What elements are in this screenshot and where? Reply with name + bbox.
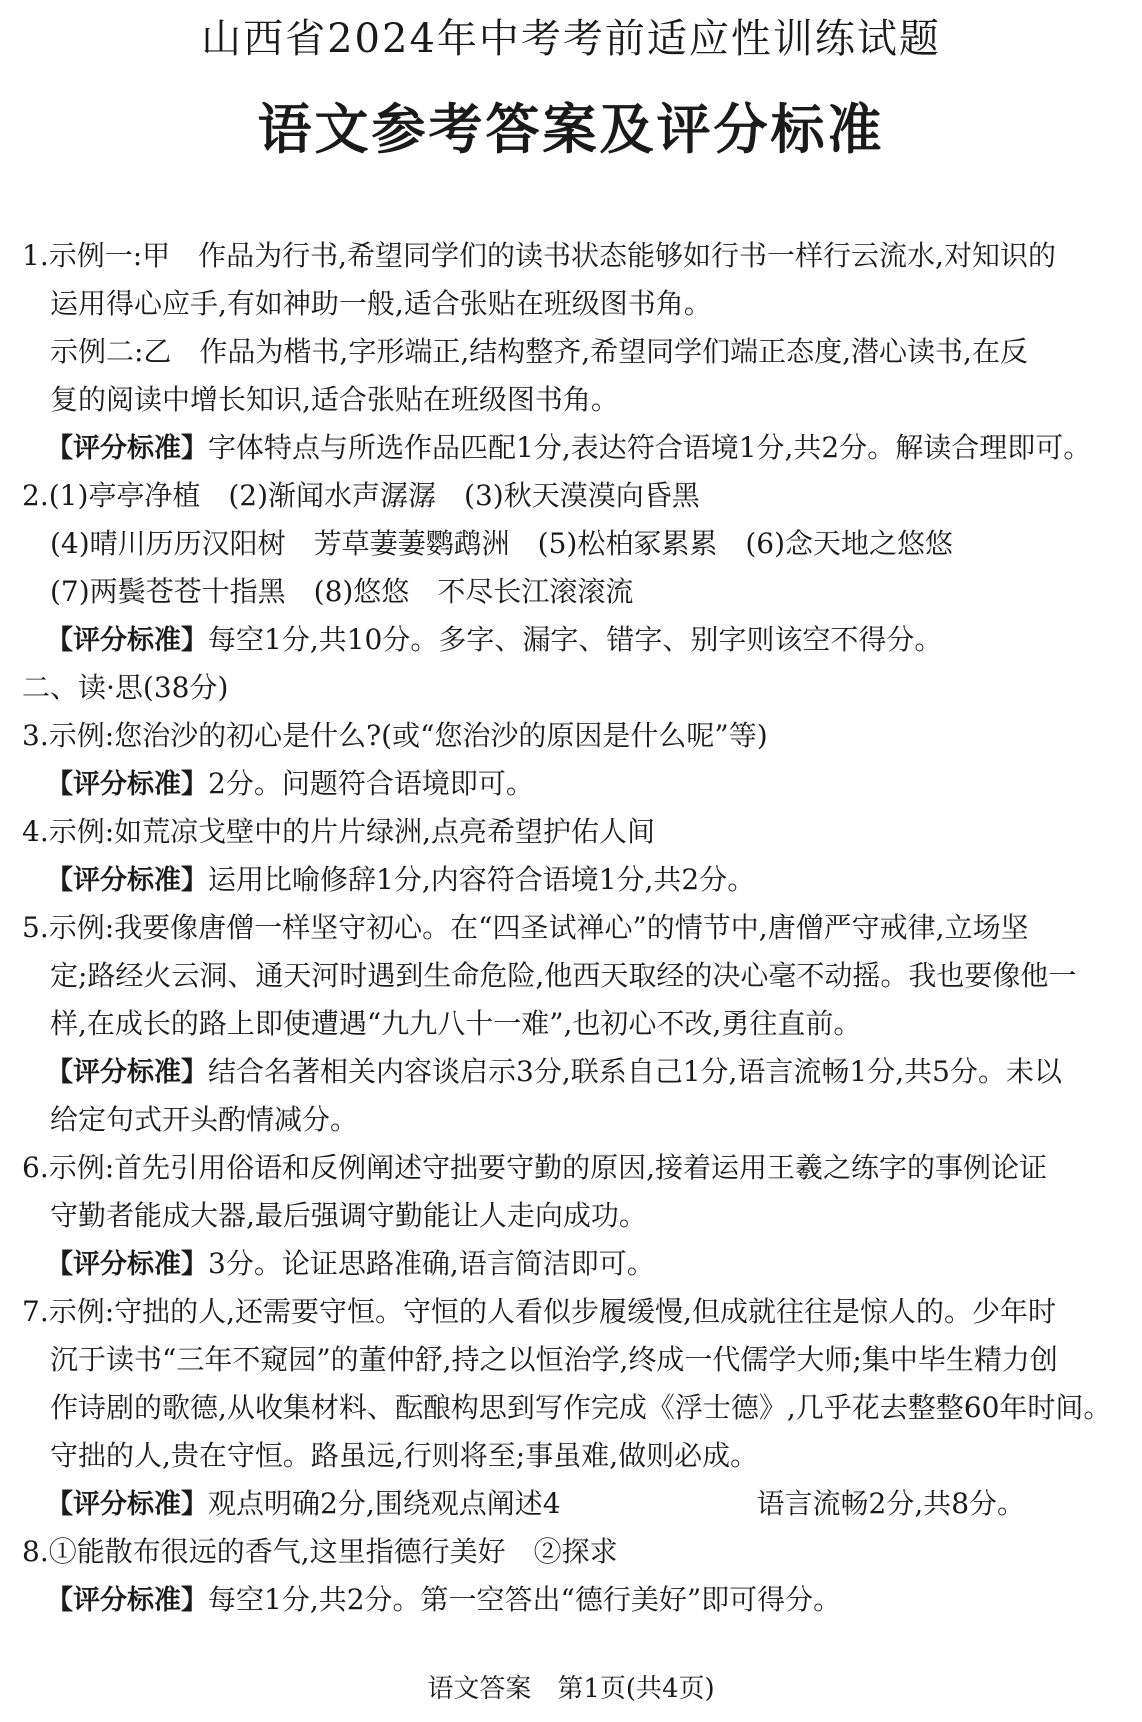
q2-line-3: (7)两鬓苍苍十指黑 (8)悠悠 不尽长江滚滚流 [50,575,634,608]
q4-scoring-text: 运用比喻修辞1分,内容符合语境1分,共2分。 [208,863,756,896]
q1-line-3: 示例二:乙 作品为楷书,字形端正,结构整齐,希望同学们端正态度,潜心读书,在反 [50,335,1028,368]
section-heading: 二、读·思(38分) [22,671,229,704]
scoring-tag: 【评分标准】 [46,865,208,896]
q2-scoring [22,616,1122,664]
q8-scoring-text: 每空1分,共2分。第一空答出“德行美好”即可得分。 [208,1583,842,1616]
q8-line-1: 8.①能散布很远的香气,这里指德行美好 ②探求 [22,1535,618,1568]
document-title: 语文参考答案及评分标准 [257,98,885,161]
q8-scoring [22,1576,1122,1624]
q1-scoring-text: 字体特点与所选作品匹配1分,表达符合语境1分,共2分。解读合理即可。 [208,431,1092,464]
q3-scoring-text: 2分。问题符合语境即可。 [208,767,534,800]
q1-scoring [22,424,1122,472]
scoring-tag: 【评分标准】 [46,1057,208,1088]
q6-scoring-text: 3分。论证思路准确,语言简洁即可。 [208,1247,655,1280]
question-1 [22,232,1122,472]
q6-line-2: 守勤者能成大器,最后强调守勤能让人走向成功。 [50,1199,647,1232]
q5-line-3: 样,在成长的路上即使遭遇“九九八十一难”,也初心不改,勇往直前。 [50,1007,862,1040]
q5-line-2: 定;路经火云洞、通天河时遇到生命危险,他西天取经的决心毫不动摇。我也要像他一 [50,959,1077,992]
q2-line-2: (4)晴川历历汉阳树 芳草萋萋鹦鹉洲 (5)松柏冢累累 (6)念天地之悠悠 [50,527,953,560]
scoring-tag: 【评分标准】 [46,625,208,656]
q5-scoring [22,1048,1122,1096]
exam-title: 山西省2024年中考考前适应性训练试题 [201,16,941,62]
q1-line-2: 运用得心应手,有如神助一般,适合张贴在班级图书角。 [50,287,712,320]
question-8 [22,1528,1122,1624]
page-footer: 语文答案 第1页(共4页) [427,1674,715,1704]
q7-line-4: 守拙的人,贵在守恒。路虽远,行则将至;事虽难,做则必成。 [50,1439,759,1472]
q5-scoring-line-2: 给定句式开头酌情减分。 [50,1103,359,1136]
q4-line-1: 4.示例:如荒凉戈壁中的片片绿洲,点亮希望护佑人间 [22,815,656,848]
q1-line-4: 复的阅读中增长知识,适合张贴在班级图书角。 [50,383,619,416]
q5-line-1: 5.示例:我要像唐僧一样坚守初心。在“四圣试禅心”的情节中,唐僧严守戒律,立场坚 [22,911,1029,944]
q6-scoring [22,1240,1122,1288]
question-5 [22,904,1122,1144]
q3-line-1: 3.示例:您治沙的初心是什么?(或“您治沙的原因是什么呢”等) [22,719,768,752]
q7-scoring [22,1480,1122,1528]
q2-line-1: 2.(1)亭亭净植 (2)渐闻水声潺潺 (3)秋天漠漠向昏黑 [22,479,700,512]
q7-line-1: 7.示例:守拙的人,还需要守恒。守恒的人看似步履缓慢,但成就往往是惊人的。少年时 [22,1295,1056,1328]
question-6 [22,1144,1122,1288]
question-2 [22,472,1122,664]
q4-scoring [22,856,1122,904]
q7-scoring-text: 观点明确2分,围绕观点阐述4 语言流畅2分,共8分。 [208,1487,1026,1520]
scoring-tag: 【评分标准】 [46,1249,208,1280]
q5-scoring-text: 结合名著相关内容谈启示3分,联系自己1分,语言流畅1分,共5分。未以 [208,1055,1062,1088]
page-header [0,14,1142,162]
scoring-tag: 【评分标准】 [46,1585,208,1616]
q7-line-2: 沉于读书“三年不窥园”的董仲舒,持之以恒治学,终成一代儒学大师;集中毕生精力创 [50,1343,1058,1376]
scoring-tag: 【评分标准】 [46,1489,208,1520]
q3-scoring [22,760,1122,808]
scoring-tag: 【评分标准】 [46,769,208,800]
q6-line-1: 6.示例:首先引用俗语和反例阐述守拙要守勤的原因,接着运用王羲之练字的事例论证 [22,1151,1048,1184]
question-3 [22,712,1122,808]
q7-line-3: 作诗剧的歌德,从收集材料、酝酿构思到写作完成《浮士德》,几乎花去整整60年时间。 [50,1391,1112,1424]
answer-content [22,232,1122,1624]
question-4 [22,808,1122,904]
question-7 [22,1288,1122,1528]
q1-line-1: 1.示例一:甲 作品为行书,希望同学们的读书状态能够如行书一样行云流水,对知识的 [22,239,1056,272]
scoring-tag: 【评分标准】 [46,433,208,464]
q2-scoring-text: 每空1分,共10分。多字、漏字、错字、别字则该空不得分。 [208,623,943,656]
